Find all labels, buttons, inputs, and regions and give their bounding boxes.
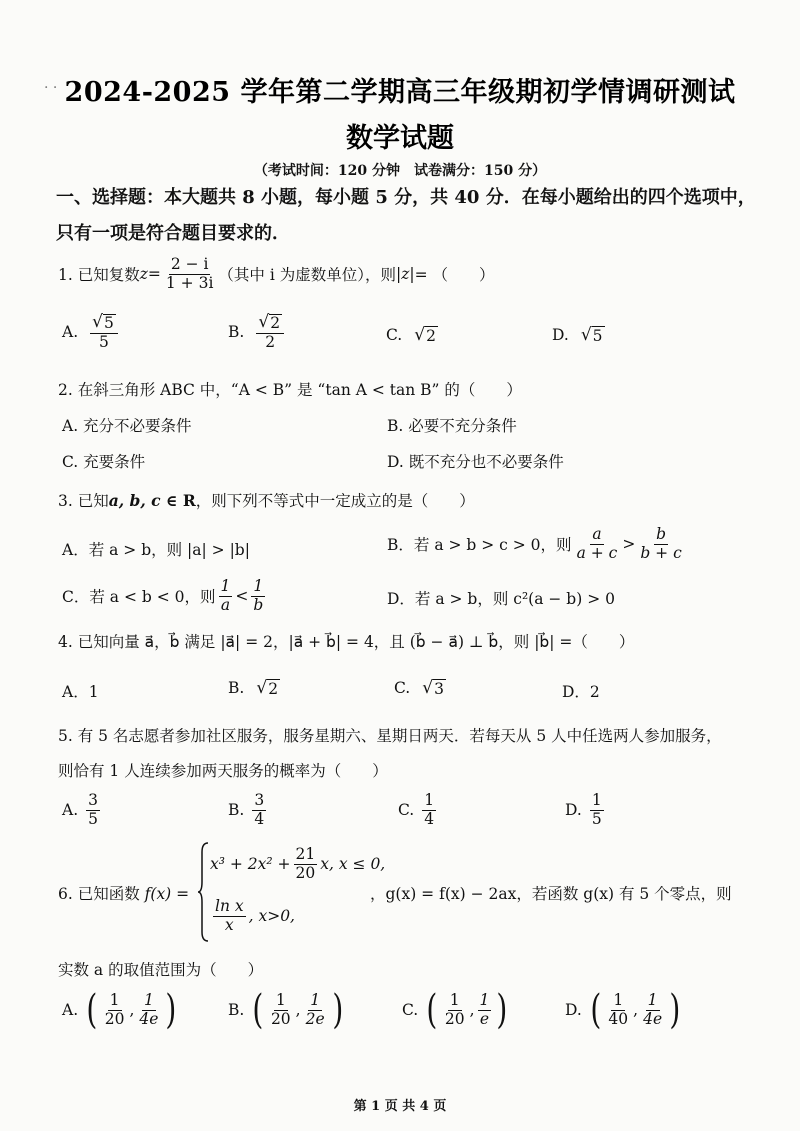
option-letter: D. — [552, 326, 569, 344]
q2-option-d[interactable]: D. 既不充分也不必要条件 — [387, 453, 564, 471]
q2-stem: 2. 在斜三角形 ABC 中，“A < B” 是 “tan A < tan B” 的（ ） — [58, 381, 522, 399]
piecewise-brace — [197, 842, 209, 942]
option-text: B．若 a > b > c > 0，则 — [387, 536, 572, 555]
paren-right: ) — [496, 987, 508, 1033]
frac-num: a — [592, 525, 602, 543]
option-letter: B. — [228, 323, 245, 342]
q2-option-a[interactable]: A. 充分不必要条件 — [62, 417, 192, 435]
option-fraction — [86, 792, 100, 829]
option-op: < — [235, 587, 249, 606]
paren-left: ( — [426, 987, 438, 1033]
q1-option-b[interactable] — [228, 313, 287, 351]
option-letter: A. — [62, 323, 79, 342]
option-fraction — [219, 578, 233, 615]
q1-end: = （ ） — [414, 266, 495, 285]
section-heading-line1: 一、选择题：本大题共 8 小题，每小题 5 分，共 40 分．在每小题给出的四个选项中， — [56, 187, 756, 208]
q5-option-b[interactable] — [228, 792, 269, 829]
q1-den: 1 + 3i — [165, 273, 214, 292]
frac-num: 1 — [449, 990, 460, 1009]
option-letter: B. — [228, 801, 245, 820]
option-letter: A. — [62, 1001, 79, 1019]
option-sqrt: √ 2 — [414, 325, 436, 345]
q1-fraction — [164, 256, 216, 293]
option-fraction — [590, 792, 604, 829]
q5-stem-line2: 则恰有 1 人连续参加两天服务的概率为（ ） — [58, 762, 388, 780]
q5-option-a[interactable] — [62, 792, 103, 829]
option-den: 5 — [99, 332, 109, 351]
frac-num: 1 — [275, 990, 286, 1009]
q1-prefix: 1. 已知复数 — [58, 266, 140, 285]
frac-num: 1 — [479, 990, 490, 1009]
q3-option-d[interactable]: D．若 a > b，则 c²(a − b) > 0 — [387, 590, 615, 608]
option-fraction — [641, 992, 664, 1029]
scan-mark: · · — [44, 80, 58, 96]
q1-stem — [58, 256, 495, 293]
radicand: 2 — [426, 327, 436, 345]
q4-option-a[interactable]: A．1 — [62, 683, 99, 701]
frac-den: 20 — [444, 1009, 465, 1028]
option-sqrt: √ 2 — [256, 678, 279, 698]
case2-fraction — [213, 898, 246, 935]
option-fraction — [137, 992, 160, 1029]
option-fraction — [103, 992, 127, 1029]
radicand: 5 — [103, 313, 114, 332]
option-text: C．若 a < b < 0，则 — [62, 588, 216, 607]
q2-option-c[interactable]: C. 充要条件 — [62, 453, 146, 471]
option-num: √ 5 — [90, 313, 118, 334]
q6-case2 — [210, 898, 295, 935]
frac-num: ln x — [215, 897, 244, 915]
radicand: 2 — [270, 313, 281, 332]
case2-tail: , x>0, — [248, 907, 295, 926]
option-letter: C. — [398, 801, 415, 820]
q5-option-d[interactable] — [565, 792, 607, 829]
paren-right: ) — [165, 987, 177, 1033]
q6-stem-prefix — [58, 882, 189, 904]
option-letter: C. — [394, 679, 411, 697]
q6-prefix: 6. 已知函数 — [58, 885, 140, 903]
paren-right: ) — [669, 987, 681, 1033]
frac-num: 1 — [143, 990, 154, 1009]
option-fraction — [443, 992, 467, 1029]
paren-left: ( — [86, 987, 98, 1033]
option-fraction — [252, 792, 266, 829]
frac-den: 4 — [424, 809, 435, 828]
q2-option-b[interactable]: B. 必要不充分条件 — [387, 417, 517, 435]
q3-stem — [58, 489, 475, 511]
option-op: > — [622, 535, 636, 554]
frac-num: 1 — [424, 791, 435, 809]
option-fraction — [251, 578, 265, 615]
q1-option-c[interactable] — [386, 325, 438, 345]
q4-stem: 4. 已知向量 a⃗，b⃗ 满足 |a⃗| = 2，|a⃗ + b⃗| = 4，且 (b⃗ − a⃗) ⊥ b⃗，则 |b⃗| =（ ） — [58, 633, 635, 651]
frac-den: a — [220, 595, 231, 614]
q6-option-d[interactable]: D. ( $\frac{1}{40}$ , $\frac{1}{4e}$ ) — [565, 987, 681, 1033]
q3-real-set: R — [182, 491, 196, 510]
q6-stem-line2: 实数 a 的取值范围为（ ） — [58, 961, 264, 979]
q1-num: 2 − i — [170, 255, 209, 273]
frac-den: 2e — [305, 1009, 325, 1028]
option-num: √ 2 — [256, 313, 284, 334]
q4-option-c[interactable] — [394, 678, 446, 698]
option-letter: D. — [565, 801, 582, 820]
exam-title: 2024-2025 学年第二学期高三年级期初学情调研测试 — [64, 77, 736, 108]
q5-option-c[interactable] — [398, 792, 439, 829]
case1-text: x³ + 2x² + — [210, 855, 291, 874]
option-letter: D. — [565, 1001, 582, 1019]
q3-prefix: 3. 已知 — [58, 492, 109, 510]
exam-info: （考试时间：120 分钟 试卷满分：150 分） — [253, 163, 547, 179]
option-den: 2 — [265, 332, 276, 351]
radicand: 5 — [592, 327, 603, 345]
option-fraction — [606, 992, 630, 1029]
q6-option-a[interactable]: A. ( $\frac{1}{20}$ , $\frac{1}{4e}$ ) — [62, 987, 177, 1033]
option-sqrt: √ 5 — [580, 325, 603, 345]
section-heading — [56, 180, 756, 252]
frac-num: 3 — [254, 791, 265, 809]
frac-num: 1 — [310, 990, 321, 1009]
option-sqrt: √ 3 — [422, 678, 444, 698]
section-heading-line2: 只有一项是符合题目要求的． — [56, 223, 290, 244]
q4-option-b[interactable] — [228, 678, 280, 698]
q1-z: z — [139, 265, 148, 284]
q3-suffix: ，则下列不等式中一定成立的是（ ） — [195, 492, 475, 510]
radicand: 3 — [434, 680, 444, 698]
q6-option-b[interactable]: B. ( $\frac{1}{20}$ , $\frac{1}{2e}$ ) — [228, 987, 343, 1033]
radicand: 2 — [268, 680, 279, 698]
frac-num: 1 — [613, 990, 624, 1009]
frac-den: b — [253, 595, 264, 614]
frac-den: 4 — [254, 809, 265, 828]
option-fraction — [638, 526, 683, 563]
option-letter: B. — [228, 679, 245, 697]
paren-left: ( — [252, 987, 264, 1033]
frac-den: 5 — [591, 809, 602, 828]
frac-num: 1 — [253, 577, 264, 595]
q3-vars: a, b, c ∈ — [108, 491, 183, 510]
q1-suffix: （其中 i 为虚数单位），则 — [218, 266, 396, 285]
frac-den: 20 — [104, 1009, 125, 1028]
q3-option-a[interactable]: A．若 a > b，则 |a| > |b| — [62, 541, 250, 559]
frac-num: 1 — [220, 577, 231, 595]
q6-case1 — [210, 846, 385, 883]
option-fraction — [269, 992, 293, 1029]
frac-den: a + c — [576, 543, 618, 562]
case1-tail: x, x ≤ 0, — [320, 855, 386, 874]
frac-den: 5 — [88, 809, 98, 828]
q5-stem-line1: 5. 有 5 名志愿者参加社区服务，服务星期六、星期日两天．若每天从 5 人中任选两人参加服务， — [58, 727, 722, 745]
frac-den: b + c — [640, 543, 682, 562]
q1-abs: |z| — [395, 265, 415, 284]
option-fraction — [90, 313, 118, 351]
q6-option-c[interactable]: C. ( $\frac{1}{20}$ , $\frac{1}{e}$ ) — [402, 987, 508, 1033]
option-letter: A. — [62, 801, 79, 820]
frac-den: e — [479, 1009, 490, 1028]
frac-num: 21 — [295, 845, 316, 863]
frac-den: x — [224, 915, 234, 934]
frac-num: 1 — [109, 990, 120, 1009]
q1-option-a[interactable] — [62, 313, 121, 351]
q6-g-text: ，g(x) = f(x) − 2ax，若函数 g(x) 有 5 个零点，则 — [370, 885, 732, 903]
q4-option-d[interactable]: D．2 — [562, 683, 600, 701]
frac-num: 1 — [647, 990, 658, 1009]
option-fraction — [422, 792, 436, 829]
frac-den: 4e — [139, 1009, 159, 1028]
frac-den: 4e — [643, 1009, 663, 1028]
exam-subtitle: 数学试题 — [346, 123, 454, 154]
option-letter: B. — [228, 1001, 245, 1019]
option-fraction — [478, 992, 492, 1029]
option-fraction — [304, 992, 327, 1029]
q3-option-c[interactable] — [62, 578, 268, 615]
q1-eq: = — [147, 265, 161, 284]
q1-option-d[interactable] — [552, 325, 605, 345]
frac-den: 20 — [295, 863, 316, 882]
frac-den: 20 — [270, 1009, 291, 1028]
paren-left: ( — [590, 987, 602, 1033]
case1-fraction — [294, 846, 318, 883]
option-letter: C. — [402, 1001, 419, 1019]
q3-option-b[interactable] — [387, 526, 687, 563]
q6-fx: f(x) = — [144, 885, 190, 903]
option-fraction — [256, 313, 284, 351]
page-footer: 第 1 页 共 4 页 — [353, 1099, 447, 1114]
frac-num: b — [656, 525, 667, 543]
frac-den: 40 — [608, 1009, 629, 1028]
frac-num: 1 — [591, 791, 602, 809]
option-letter: C. — [386, 326, 403, 344]
option-fraction — [575, 526, 620, 563]
paren-right: ) — [331, 987, 343, 1033]
frac-num: 3 — [88, 791, 98, 809]
